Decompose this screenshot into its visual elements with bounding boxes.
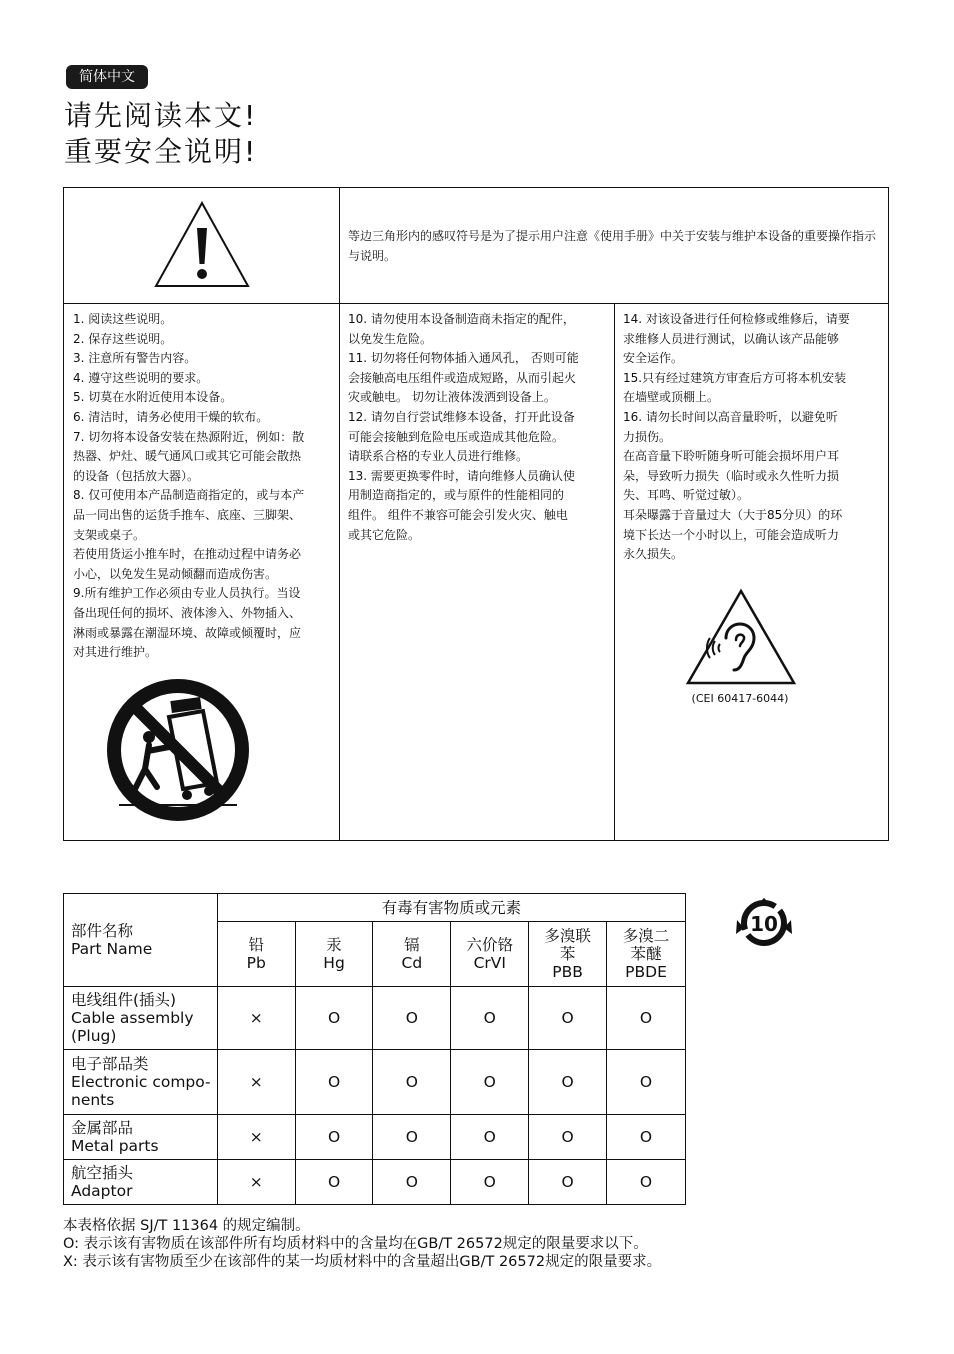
substance-value-cell: O bbox=[373, 1050, 451, 1115]
instruction-line: 对其进行维护。 bbox=[73, 645, 158, 660]
cart-warning-icon bbox=[105, 677, 251, 823]
warning-triangle-icon bbox=[152, 200, 252, 290]
instruction-line: 6. 清洁时，请务必使用干燥的软布。 bbox=[73, 409, 269, 424]
table-row bbox=[64, 987, 686, 1050]
instruction-line: 小心，以免发生晃动倾翻而造成伤害。 bbox=[73, 566, 278, 581]
instruction-line: 力损伤。 bbox=[623, 429, 672, 444]
instruction-line: 16. 请勿长时间以高音量聆听，以避免听 bbox=[623, 409, 838, 424]
instruction-line: 在墙壁或顶棚上。 bbox=[623, 390, 720, 405]
title-line-1: 请先阅读本文! bbox=[64, 99, 258, 132]
instruction-line: 淋雨或暴露在潮湿环境、故障或倾覆时，应 bbox=[73, 625, 302, 640]
part-name-cell: 电子部品类 Electronic compo- nents bbox=[64, 1050, 218, 1115]
substance-value-cell: O bbox=[295, 1115, 373, 1160]
instruction-line: 请联系合格的专业人员进行维修。 bbox=[348, 449, 529, 464]
footnotes bbox=[63, 1217, 661, 1271]
instruction-line: 可能会接触到危险电压或造成其他危险。 bbox=[348, 429, 565, 444]
substance-value-cell: O bbox=[373, 987, 451, 1050]
substance-value-cell: O bbox=[451, 1160, 529, 1205]
substance-header: 汞 Hg bbox=[295, 922, 373, 987]
instruction-line: 以免发生危险。 bbox=[348, 331, 433, 346]
eco-10-year-icon bbox=[735, 896, 793, 950]
instruction-line: 4. 遵守这些说明的要求。 bbox=[73, 370, 209, 385]
substance-value-cell: × bbox=[217, 987, 295, 1050]
safety-instructions-box bbox=[63, 187, 889, 841]
instruction-line: 14. 对该设备进行任何检修或维修后，请要 bbox=[623, 312, 850, 326]
substance-header: 镉 Cd bbox=[373, 922, 451, 987]
page-title bbox=[64, 98, 257, 170]
part-name-cell: 金属部品 Metal parts bbox=[64, 1115, 218, 1160]
instructions-column-1 bbox=[73, 310, 335, 663]
instruction-line: 备出现任何的损坏、液体渗入、外物插入、 bbox=[73, 605, 302, 620]
substance-value-cell: O bbox=[451, 1050, 529, 1115]
instruction-line: 会接触高电压组件或造成短路，从而引起火 bbox=[348, 370, 577, 385]
instructions-column-3 bbox=[623, 310, 885, 565]
instruction-line: 10. 请勿使用本设备制造商未指定的配件， bbox=[348, 312, 575, 326]
instruction-line: 永久损失。 bbox=[623, 547, 684, 562]
substance-value-cell: × bbox=[217, 1115, 295, 1160]
substance-header: 铅 Pb bbox=[217, 922, 295, 987]
substance-header: 多溴二 苯醚 PBDE bbox=[607, 922, 686, 987]
substance-value-cell: O bbox=[529, 1160, 607, 1205]
footnote-3: X: 表示该有害物质至少在该部件的某一均质材料中的含量超出GB/T 26572规定的限量要求。 bbox=[63, 1254, 662, 1270]
instruction-line: 品一同出售的运货手推车、底座、三脚架、 bbox=[73, 507, 302, 522]
part-name-header: 部件名称 Part Name bbox=[64, 894, 218, 987]
instruction-line: 热器、炉灶、暖气通风口或其它可能会散热 bbox=[73, 449, 302, 464]
substance-header: 多溴联 苯 PBB bbox=[529, 922, 607, 987]
instruction-line: 3. 注意所有警告内容。 bbox=[73, 351, 197, 366]
substance-value-cell: O bbox=[529, 987, 607, 1050]
substance-value-cell: O bbox=[529, 1115, 607, 1160]
instruction-line: 在高音量下聆听随身听可能会损坏用户耳 bbox=[623, 449, 840, 464]
substance-value-cell: O bbox=[607, 1050, 686, 1115]
instruction-line: 1. 阅读这些说明。 bbox=[73, 312, 173, 326]
instruction-line: 15.只有经过建筑方审查后方可将本机安装 bbox=[623, 370, 847, 385]
hearing-standard-caption: (CEI 60417-6044) bbox=[691, 692, 789, 705]
substance-header: 六价铬 CrVI bbox=[451, 922, 529, 987]
substance-value-cell: O bbox=[607, 1115, 686, 1160]
part-name-cell: 航空插头 Adaptor bbox=[64, 1160, 218, 1205]
instruction-line: 求维修人员进行测试，以确认该产品能够 bbox=[623, 331, 840, 346]
instruction-line: 朵，导致听力损失（临时或永久性听力损 bbox=[623, 468, 840, 483]
instruction-line: 11. 切勿将任何物体插入通风孔， 否则可能 bbox=[348, 351, 579, 366]
instructions-column-2 bbox=[348, 310, 610, 545]
triangle-notice-text: 等边三角形内的感叹符号是为了提示用户注意《使用手册》中关于安装与维护本设备的重要操作指示与说明。 bbox=[348, 229, 877, 263]
substance-value-cell: O bbox=[295, 987, 373, 1050]
instruction-line: 用制造商指定的，或与原件的性能相同的 bbox=[348, 488, 565, 503]
divider bbox=[339, 188, 340, 840]
instruction-line: 2. 保存这些说明。 bbox=[73, 331, 173, 346]
hearing-warning-icon bbox=[684, 588, 798, 686]
substance-value-cell: O bbox=[295, 1050, 373, 1115]
part-name-cell: 电线组件(插头) Cable assembly (Plug) bbox=[64, 987, 218, 1050]
substance-value-cell: × bbox=[217, 1050, 295, 1115]
instruction-line: 13. 需要更换零件时，请向维修人员确认使 bbox=[348, 468, 575, 483]
substance-value-cell: O bbox=[607, 987, 686, 1050]
instruction-line: 若使用货运小推车时，在推动过程中请务必 bbox=[73, 547, 302, 562]
eco-label-text: 10 bbox=[750, 912, 778, 936]
footnote-1: 本表格依据 SJ/T 11364 的规定编制。 bbox=[63, 1218, 310, 1234]
table-row bbox=[64, 1050, 686, 1115]
substance-value-cell: O bbox=[373, 1160, 451, 1205]
instruction-line: 或其它危险。 bbox=[348, 527, 421, 542]
instruction-line: 组件。 组件不兼容可能会引发火灾、触电 bbox=[348, 507, 568, 522]
substance-value-cell: O bbox=[373, 1115, 451, 1160]
instruction-line: 7. 切勿将本设备安装在热源附近，例如：散 bbox=[73, 429, 305, 444]
instruction-line: 支架或桌子。 bbox=[73, 527, 146, 542]
table-row bbox=[64, 1160, 686, 1205]
instruction-line: 8. 仅可使用本产品制造商指定的，或与本产 bbox=[73, 488, 305, 503]
substance-value-cell: O bbox=[295, 1160, 373, 1205]
warning-symbol-cell bbox=[64, 188, 339, 303]
table-row bbox=[64, 1115, 686, 1160]
substance-value-cell: O bbox=[607, 1160, 686, 1205]
instruction-line: 失、耳鸣、听觉过敏）。 bbox=[623, 488, 750, 503]
instruction-line: 境下长达一个小时以上，可能会造成听力 bbox=[623, 527, 840, 542]
substance-value-cell: O bbox=[451, 987, 529, 1050]
substances-group-header: 有毒有害物质或元素 bbox=[217, 894, 685, 922]
instruction-line: 的设备（包括放大器）。 bbox=[73, 468, 200, 483]
substance-value-cell: O bbox=[529, 1050, 607, 1115]
instruction-line: 灾或触电。 切勿让液体泼洒到设备上。 bbox=[348, 390, 556, 405]
hazardous-substances-table bbox=[63, 893, 686, 1205]
instruction-line: 安全运作。 bbox=[623, 351, 684, 366]
substance-value-cell: O bbox=[451, 1115, 529, 1160]
substance-value-cell: × bbox=[217, 1160, 295, 1205]
instruction-line: 12. 请勿自行尝试维修本设备，打开此设备 bbox=[348, 409, 575, 424]
title-line-2: 重要安全说明! bbox=[64, 135, 258, 168]
instruction-line: 耳朵曝露于音量过大（大于85分贝）的环 bbox=[623, 507, 843, 522]
instruction-line: 9.所有维护工作必须由专业人员执行。当设 bbox=[73, 586, 301, 601]
divider bbox=[614, 304, 615, 840]
instruction-line: 5. 切莫在水附近使用本设备。 bbox=[73, 390, 233, 405]
divider bbox=[64, 303, 888, 304]
language-badge: 简体中文 bbox=[66, 65, 148, 89]
footnote-2: O: 表示该有害物质在该部件所有均质材料中的含量均在GB/T 26572规定的限量要求以下。 bbox=[63, 1236, 648, 1252]
